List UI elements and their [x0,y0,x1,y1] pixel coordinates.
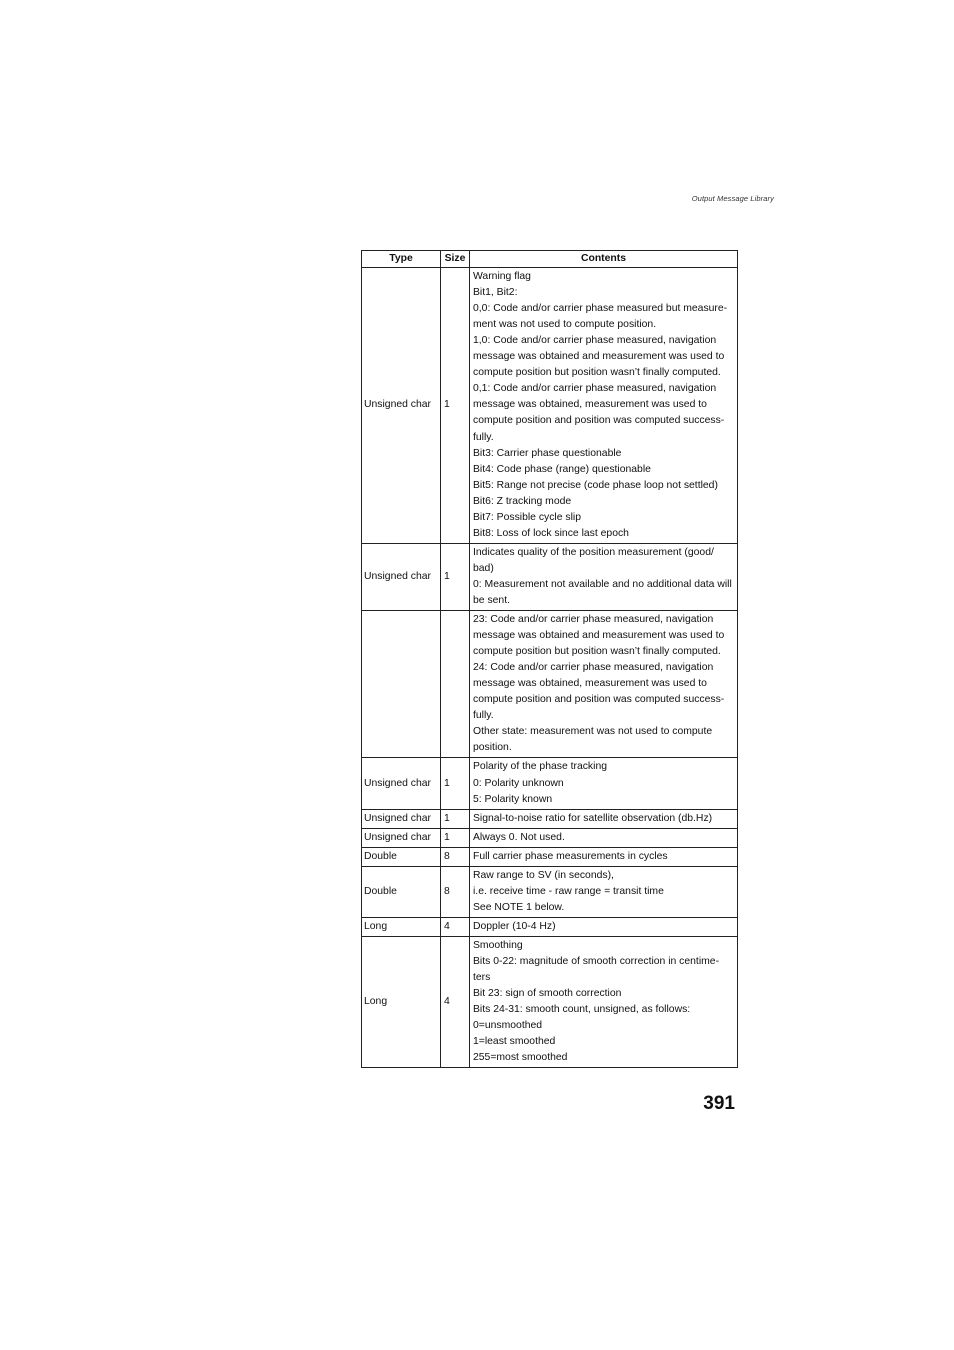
contents-line: Bit3: Carrier phase questionable [473,447,622,459]
cell-type: Long [362,917,441,936]
contents-line: be sent. [473,594,510,606]
contents-line: Warning flag [473,271,531,283]
contents-line: Indicates quality of the position measurement (good/ [473,546,714,558]
table-row [362,543,738,610]
table-row [362,828,738,847]
cell-type: Unsigned char [362,543,441,610]
contents-line: 0,1: Code and/or carrier phase measured, navigation [473,383,717,395]
cell-size: 1 [441,809,470,828]
cell-contents [470,543,738,610]
table-row [362,917,738,936]
contents-line: 0=unsmoothed [473,1020,543,1032]
cell-type: Double [362,847,441,866]
contents-line: fully. [473,431,494,443]
contents-line: Bit1, Bit2: [473,287,518,299]
contents-line: compute position and position was computed success- [473,694,725,706]
cell-type [362,611,441,758]
contents-line: compute position but position wasn’t finally computed. [473,367,721,379]
contents-line: ment was not used to compute position. [473,319,657,331]
cell-size: 4 [441,917,470,936]
contents-line: 1,0: Code and/or carrier phase measured, navigation [473,335,717,347]
contents-line: message was obtained, measurement was used to [473,399,707,411]
table-body [362,268,738,1068]
contents-line: Bit7: Possible cycle slip [473,511,581,523]
contents-line: Bit4: Code phase (range) questionable [473,463,651,475]
column-header-size: Size [441,251,470,268]
page-number: 391 [703,1093,735,1114]
cell-contents [470,809,738,828]
table-row [362,866,738,917]
cell-contents [470,828,738,847]
contents-line: Other state: measurement was not used to compute [473,726,713,738]
contents-line: 23: Code and/or carrier phase measured, navigation [473,614,714,626]
cell-contents [470,758,738,809]
cell-type: Unsigned char [362,268,441,544]
contents-line: 5: Polarity known [473,793,553,805]
contents-line: Bit 23: sign of smooth correction [473,988,622,1000]
contents-line: Bit8: Loss of lock since last epoch [473,527,629,539]
cell-contents [470,268,738,544]
cell-contents [470,917,738,936]
cell-size: 4 [441,936,470,1067]
cell-size: 1 [441,828,470,847]
contents-line: 1=least smoothed [473,1036,556,1048]
cell-size: 8 [441,847,470,866]
cell-size: 1 [441,758,470,809]
table-row [362,268,738,544]
contents-line: See NOTE 1 below. [473,901,565,913]
contents-line: Always 0. Not used. [473,831,565,843]
contents-line: compute position and position was computed success- [473,415,725,427]
contents-line: Bit5: Range not precise (code phase loop not settled) [473,479,718,491]
column-header-type: Type [362,251,441,268]
cell-size: 1 [441,543,470,610]
table-row [362,611,738,758]
contents-line: i.e. receive time - raw range = transit time [473,885,664,897]
contents-line: message was obtained, measurement was used to [473,678,707,690]
cell-contents [470,866,738,917]
contents-line: 0: Polarity unknown [473,777,564,789]
cell-type: Long [362,936,441,1067]
contents-line: 0: Measurement not available and no additional data will [473,578,732,590]
cell-size: 1 [441,268,470,544]
cell-contents [470,936,738,1067]
cell-type: Unsigned char [362,758,441,809]
contents-line: Bits 24-31: smooth count, unsigned, as follows: [473,1004,691,1016]
table-row [362,809,738,828]
table-row [362,847,738,866]
cell-size: 8 [441,866,470,917]
contents-line: 0,0: Code and/or carrier phase measured but measure- [473,303,728,315]
contents-line: message was obtained and measurement was used to [473,630,725,642]
cell-type: Double [362,866,441,917]
contents-line: position. [473,742,512,754]
contents-line: fully. [473,710,494,722]
column-header-contents: Contents [470,251,738,268]
contents-line: Full carrier phase measurements in cycles [473,850,668,862]
contents-line: Signal-to-noise ratio for satellite observation (db.Hz) [473,812,713,824]
message-format-table [361,250,738,1068]
table-row [362,758,738,809]
running-header: Output Message Library [691,194,774,203]
contents-line: message was obtained and measurement was used to [473,351,725,363]
contents-line: compute position but position wasn’t finally computed. [473,646,721,658]
contents-line: Raw range to SV (in seconds), [473,869,614,881]
table-row [362,936,738,1067]
table-header-row [362,251,738,268]
contents-line: 24: Code and/or carrier phase measured, navigation [473,662,714,674]
contents-line: ters [473,972,491,984]
contents-line: Bit6: Z tracking mode [473,495,572,507]
contents-line: Bits 0-22: magnitude of smooth correction in centime- [473,955,720,967]
cell-type: Unsigned char [362,809,441,828]
contents-line: Polarity of the phase tracking [473,761,607,773]
contents-line: Doppler (10-4 Hz) [473,920,556,932]
cell-size [441,611,470,758]
contents-line: Smoothing [473,939,523,951]
cell-contents [470,611,738,758]
cell-type: Unsigned char [362,828,441,847]
cell-contents [470,847,738,866]
contents-line: 255=most smoothed [473,1052,568,1064]
contents-line: bad) [473,562,494,574]
